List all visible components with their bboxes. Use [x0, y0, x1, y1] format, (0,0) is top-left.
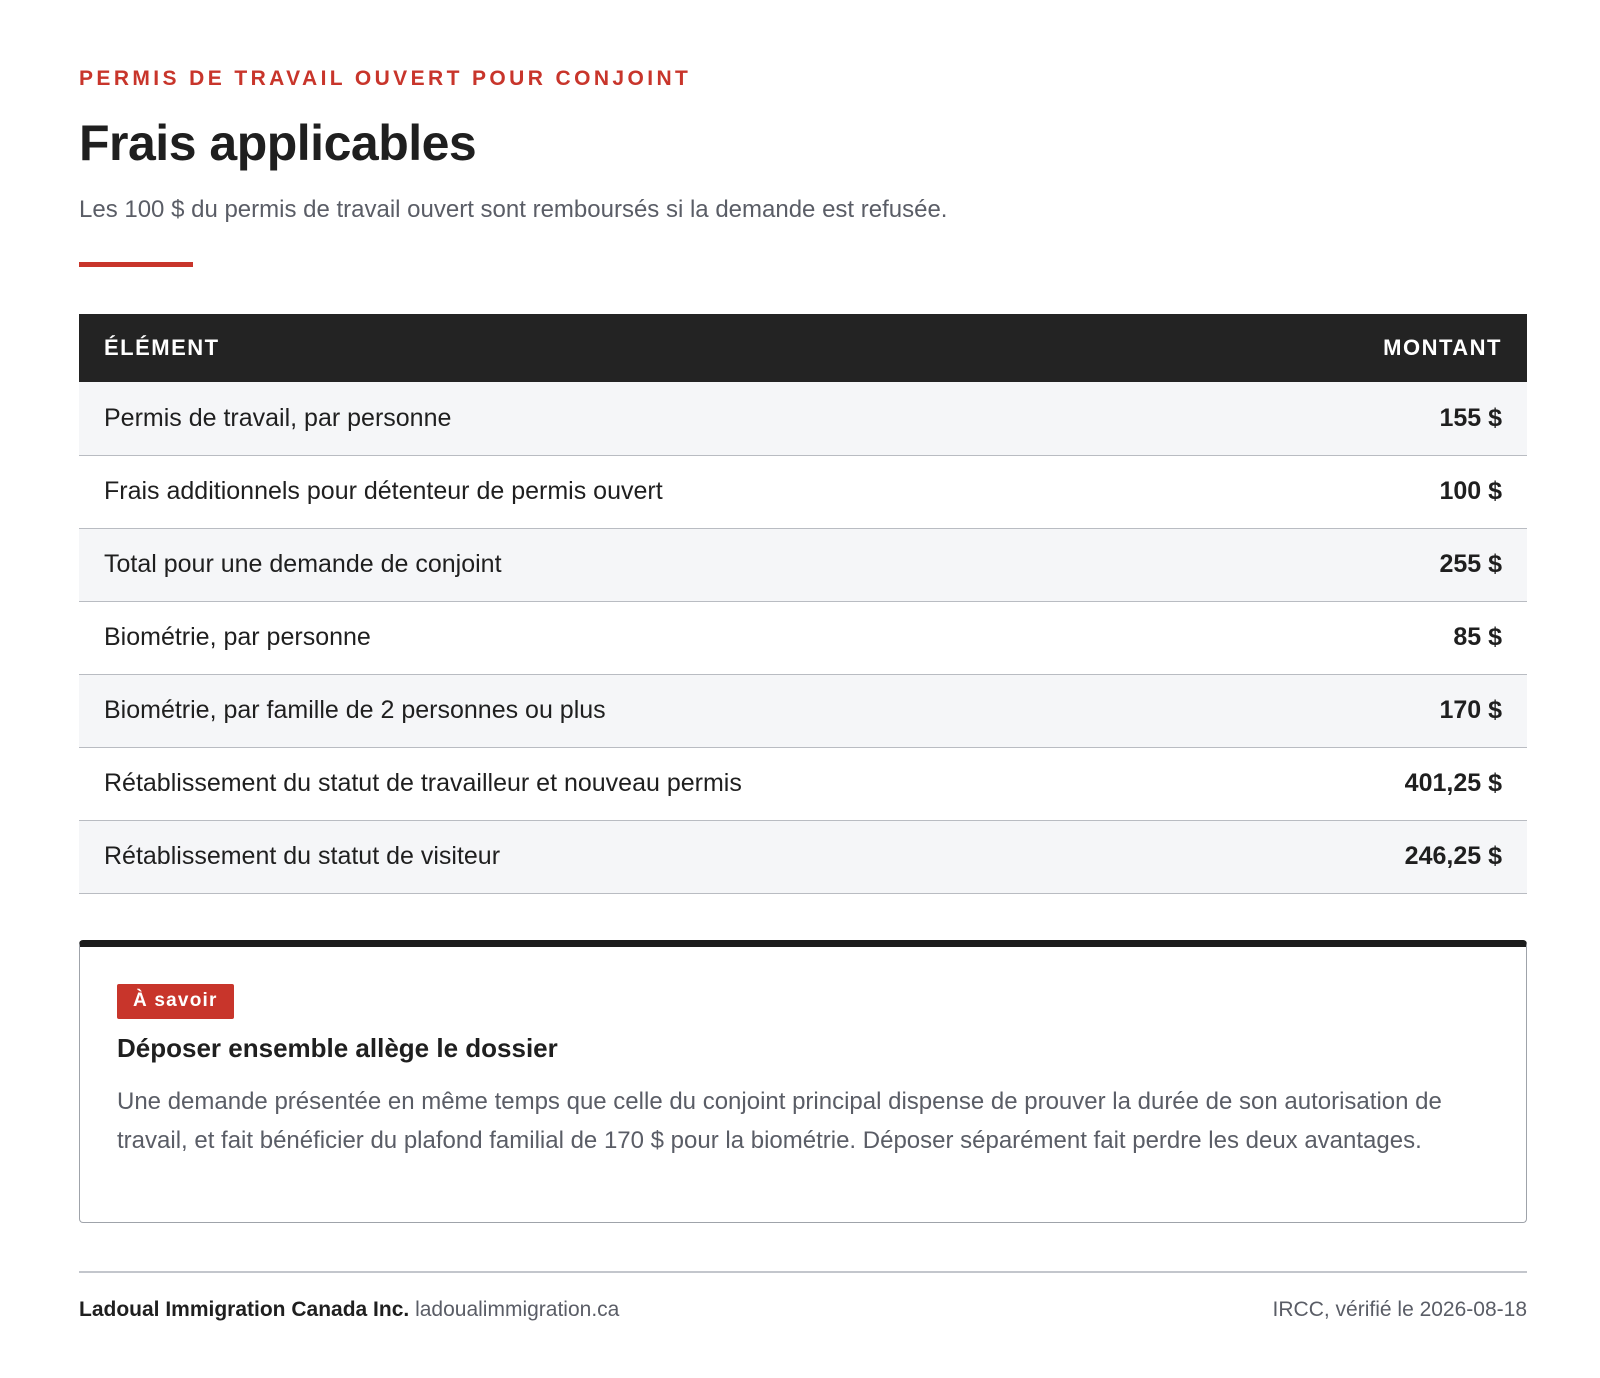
fee-item: Rétablissement du statut de visiteur: [104, 842, 501, 870]
table-row: [79, 747, 1527, 820]
fee-amount: 401,25 $: [1404, 769, 1502, 797]
fee-item: Rétablissement du statut de travailleur et nouveau permis: [104, 769, 742, 797]
fee-table: [79, 314, 1527, 894]
footer: [79, 1298, 1527, 1322]
footer-source: IRCC, vérifié le 2026-08-18: [1272, 1298, 1527, 1321]
table-row: [79, 601, 1527, 674]
footer-divider: [79, 1271, 1527, 1273]
callout-body: Une demande présentée en même temps que celle du conjoint principal dispense de prouver la durée de son autorisation de travail, et fait bénéficier du plafond familial de 170 $ pour la biométrie. Déposer séparément fait perdre les deux avantages.: [117, 1088, 1442, 1154]
fee-amount: 155 $: [1439, 403, 1502, 432]
fee-item: Permis de travail, par personne: [104, 403, 452, 432]
table-row: [79, 820, 1527, 893]
fee-amount: 85 $: [1453, 623, 1502, 651]
page-subtitle: Les 100 $ du permis de travail ouvert sont remboursés si la demande est refusée.: [79, 196, 948, 223]
fee-amount: 246,25 $: [1404, 842, 1502, 870]
fee-table-header-row: [79, 314, 1527, 382]
footer-website: ladoualimmigration.ca: [415, 1298, 620, 1321]
fee-item: Biométrie, par famille de 2 personnes ou plus: [104, 696, 606, 724]
fee-table-header: [79, 314, 1527, 382]
fee-item: Frais additionnels pour détenteur de permis ouvert: [104, 477, 663, 505]
eyebrow-label: PERMIS DE TRAVAIL OUVERT POUR CONJOINT: [79, 67, 692, 90]
fee-amount: 255 $: [1439, 550, 1502, 578]
footer-brand: [79, 1298, 619, 1322]
column-header-amount: MONTANT: [1383, 335, 1502, 360]
info-callout: [79, 940, 1527, 1223]
callout-title: Déposer ensemble allège le dossier: [117, 1033, 558, 1063]
column-header-item: ÉLÉMENT: [104, 335, 220, 360]
callout-badge: À savoir: [117, 984, 234, 1019]
table-row: [79, 674, 1527, 747]
fee-table-body: [79, 382, 1527, 893]
table-row: [79, 455, 1527, 528]
fee-item: Biométrie, par personne: [104, 623, 371, 651]
accent-divider: [79, 262, 193, 267]
table-row: [79, 382, 1527, 455]
fee-amount: 170 $: [1439, 696, 1502, 724]
page-title: Frais applicables: [79, 115, 477, 171]
footer-company: Ladoual Immigration Canada Inc.: [79, 1298, 410, 1321]
table-row: [79, 528, 1527, 601]
fee-amount: 100 $: [1439, 477, 1502, 505]
fee-item: Total pour une demande de conjoint: [104, 550, 502, 578]
